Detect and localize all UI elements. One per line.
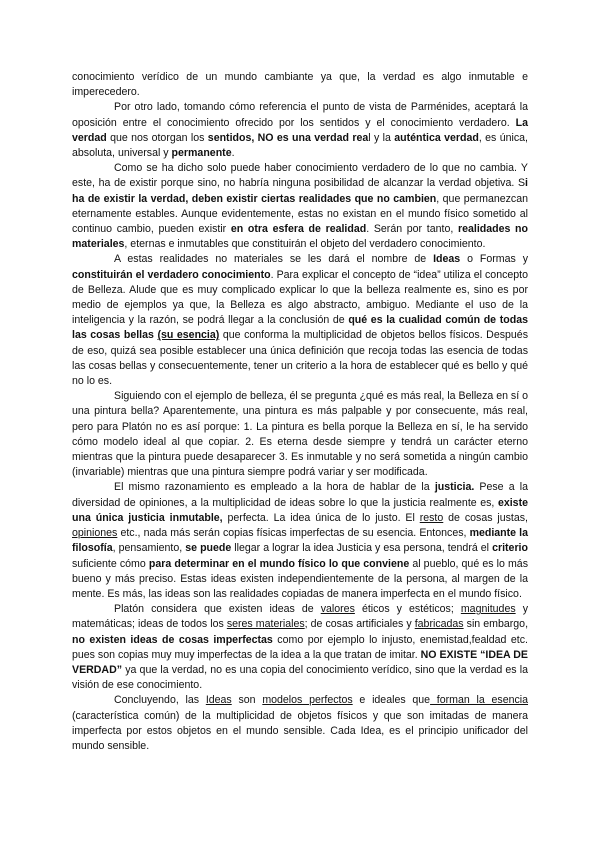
text-run: Platón considera que existen ideas de <box>114 603 321 616</box>
underlined-text: seres materiales <box>226 618 305 631</box>
text-run: éticos y estéticos; <box>354 603 461 616</box>
text-run: ; de cosas artificiales y <box>304 618 415 631</box>
paragraph <box>72 161 528 252</box>
text-run: . Para explicar el concepto de “idea” utiliza el concepto de Belleza. Alude que es muy complicado explicar lo que la belleza realmente es, sino es por medio de ejemplos ya que, la Belleza es algo abstracto, ambiguo. Mediante el uso de la inteligencia y la razón, se podrá llegar a la conclusión de <box>72 268 529 327</box>
text-run: , es única, absoluta, universal y <box>72 131 528 160</box>
bold-text: (su esencia) <box>157 329 220 342</box>
text-run: que nos otorgan los <box>106 131 208 144</box>
text-run: . <box>231 147 235 160</box>
text-run: l y la <box>368 131 395 144</box>
text-run: Por otro lado, tomando cómo referencia el punto de vista de Parménides, aceptará la oposición entre el conocimiento ofrecido por los sentidos y el conocimiento verdadero. <box>72 101 528 129</box>
text-run: Como se ha dicho solo puede haber conocimiento verdadero de lo que no cambia. Y este, ha de existir porque sino, no habría ninguna posibilidad de alcanzar la verdad objetiva. S <box>72 162 528 190</box>
bold-text: constituirán el verdadero conocimiento <box>72 268 271 281</box>
paragraph <box>72 100 528 161</box>
text-run: Siguiendo con el ejemplo de belleza, él se pregunta ¿qué es más real, la Belleza en sí o una pintura bella? Aparentemente, una pintura es más palpable y por consecuente, más real, pero para Platón no es así porque: 1. La pintura es bella porque la Belleza en sí, le ha servido cómo modelo ideal al que copiar. 2. Es eterna desde siempre y tendrá un carácter eterno mientras que la pintura puede desaparecer 3. Es inmutable y no será sometida a ningún cambio (invariable) mientras que una pintura siempre podrá variar y ser modificada. <box>72 390 528 479</box>
text-run: como por ejemplo lo injusto, enemistad,fealdad etc. pues son copias muy muy imperfectas de la idea a la que tratan de imitar. <box>72 633 528 661</box>
bold-text: existe una única justicia inmutable, <box>72 496 528 524</box>
bold-text: se puede <box>185 542 232 555</box>
text-run: sin embargo, <box>463 618 529 631</box>
paragraph <box>72 602 528 693</box>
text-run: suficiente cómo <box>72 557 149 570</box>
underlined-text: forman la esencia <box>430 694 529 707</box>
underlined-text: fabricadas <box>414 618 464 631</box>
bold-text: no existen ideas de cosas imperfectas <box>72 633 273 646</box>
paragraph <box>72 693 528 754</box>
text-run: , pensamiento, <box>112 542 186 555</box>
bold-text: sentidos, NO es una verdad rea <box>207 131 369 144</box>
text-run: perfecta. La idea única de lo justo. El <box>222 511 420 524</box>
bold-text: La verdad <box>72 116 528 144</box>
bold-text: permanente <box>171 147 232 160</box>
bold-text: i ha de existir la verdad, deben existir ciertas realidades que no cambien <box>72 177 528 205</box>
paragraph <box>72 389 528 480</box>
underlined-text: opiniones <box>72 527 118 540</box>
bold-text: mediante la filosofía <box>72 527 529 555</box>
text-run: o Formas y <box>460 253 528 266</box>
underlined-text: Ideas <box>205 694 232 707</box>
text-run: e ideales que <box>352 694 431 707</box>
underlined-text: magnitudes <box>460 603 516 616</box>
text-run: , que permanezcan eternamente estables. Aunque evidentemente, estas no existan en el mundo físico sometido al continuo cambio, pueden existir <box>72 192 528 236</box>
paragraph <box>72 252 528 389</box>
paragraph <box>72 70 528 100</box>
bold-text: qué es la cualidad común de todas las cosas bellas <box>72 314 528 342</box>
text-run: , eternas e inmutables que constituirán el objeto del verdadero conocimiento. <box>124 238 486 251</box>
text-run: al pueblo, qué es lo más bueno y más preciso. Estas ideas existen independientemente de la persona, al margen de la mente. Es más, las ideas son las realidades copiadas de manera imperfecta en el mundo físico. <box>72 557 528 600</box>
text-run: de cosas justas, <box>443 511 529 524</box>
text-run: . Serán por tanto, <box>366 223 458 236</box>
text-run: etc., nada más serán copias físicas imperfectas de su esencia. Entonces, <box>117 527 470 540</box>
text-run: son <box>231 694 263 707</box>
underlined-text: valores <box>320 603 355 616</box>
bold-text: NO EXISTE “IDEA DE VERDAD” <box>72 648 528 676</box>
bold-text: auténtica verdad <box>394 131 479 144</box>
bold-text: realidades no materiales <box>72 223 529 251</box>
bold-text: en otra esfera de realidad <box>230 223 367 236</box>
bold-text: criterio <box>492 542 528 555</box>
text-run: ya que la verdad, no es una copia del conocimiento verídico, sino que la verdad es la visión de ese conocimiento. <box>72 663 528 692</box>
bold-text: justicia. <box>434 481 475 494</box>
bold-text: para determinar en el mundo físico lo que conviene <box>148 557 410 570</box>
paragraph <box>72 480 528 602</box>
underlined-text: modelos perfectos <box>262 694 353 707</box>
text-run: A estas realidades no materiales se les dará el nombre de <box>114 253 434 266</box>
text-run: conocimiento verídico de un mundo cambiante ya que, la verdad es algo inmutable e imperecedero. <box>72 71 528 99</box>
text-run: (característica común) de la multiplicidad de objetos físicos y que son imitadas de manera imperfecta por estos objetos en el mundo sensible. Cada Idea, es el principio unificador del mundo sensible. <box>72 709 528 752</box>
text-run: Concluyendo, las <box>114 694 206 707</box>
text-run: El mismo razonamiento es empleado a la hora de hablar de la <box>114 481 435 494</box>
underlined-text: resto <box>419 511 444 524</box>
text-run: y matemáticas; ideas de todos los <box>72 603 529 631</box>
text-run: Pese a la diversidad de opiniones, a la multiplicidad de ideas sobre lo que la justicia realmente es, <box>72 481 528 509</box>
text-run: llegar a lograr la idea Justicia y esa persona, tendrá el <box>231 542 493 555</box>
text-run: que conforma la multiplicidad de objetos bellos físicos. Después de eso, quizá sea posible establecer una única definición que recoja todas las esencia de todas las cosas bellas y consecuentemente, tener un criterio a la hora de establecer qué es bello y qué no lo es. <box>72 329 528 388</box>
bold-text: Ideas <box>433 253 461 266</box>
